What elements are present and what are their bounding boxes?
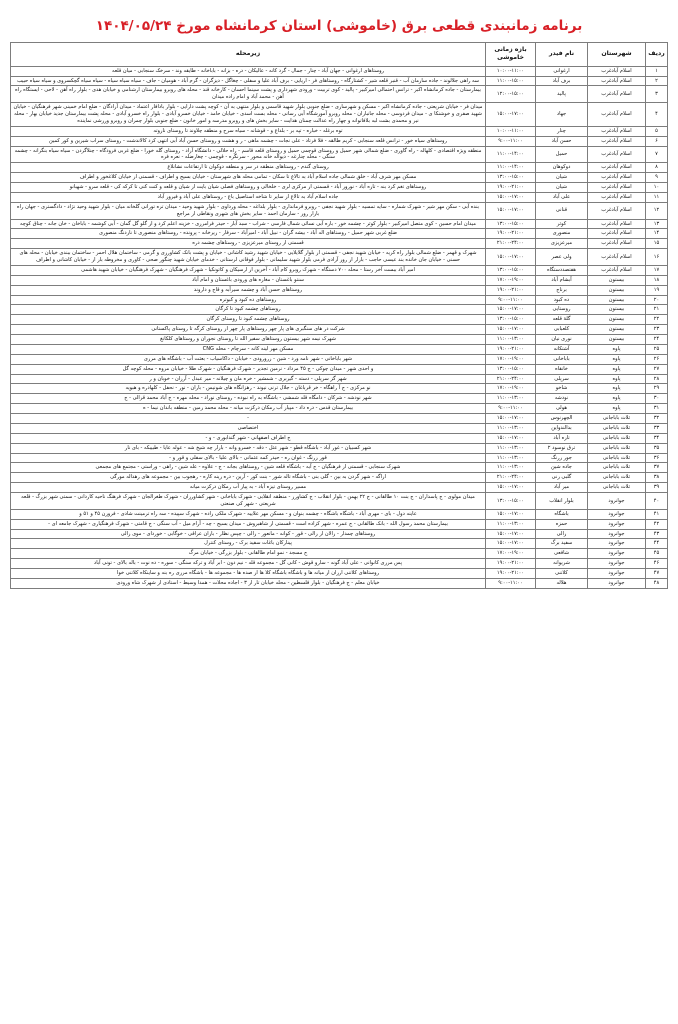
cell-outage-time: ۱۵:۰۰-۱۷:۰۰ xyxy=(486,249,536,266)
table-row xyxy=(11,126,668,136)
cell-outage-time: ۹:۰۰-۱۱:۰۰ xyxy=(486,404,536,414)
cell-areas: شهرک و قهمر - ضلع شمالی بلوار راه کریه - خیابان شهید نجفی - قسمتی از بلوار گلایلایی - خیابان شهید رشید کاشانی - خیابان و پشت بانک کشاورزی و گرمی - ساختمان هلال احمر - ساختمان ببندی خیابان - محله های حسنی - خیابان جان خانده بند عیسی حاجب - بازار از روز آزادی فرمی بلوار شهید سلیمانی - بلوار فوقانی لرستانی - خدمای خیابان شهید چنگور صحی - کاوری و مخروطه باز از - خیابان کاشانی و اطراف xyxy=(11,249,486,266)
table-row xyxy=(11,344,668,354)
cell-areas: - xyxy=(11,414,486,424)
cell-feeder-name: شریوانه xyxy=(536,559,588,569)
cell-feeder-name: گلۀ قلعه xyxy=(536,315,588,325)
cell-areas: جاده اسلام آباد به تالاغ از سایر تا شاخه استاصیل باغ - روستاهای علی آباد و فیروز آباد xyxy=(11,192,486,202)
cell-city: اسلام آبادغرب xyxy=(588,265,646,275)
header-outage-time: بازه زمانی خاموشی xyxy=(486,43,536,67)
cell-feeder-name: هفتصددستگاه xyxy=(536,265,588,275)
cell-outage-time: ۱۱:۰۰-۱۳:۰۰ xyxy=(486,463,536,473)
table-row xyxy=(11,433,668,443)
table-row xyxy=(11,249,668,266)
cell-row-number: ۴۷ xyxy=(646,569,668,579)
cell-row-number: ۳۲ xyxy=(646,414,668,424)
cell-row-number: ۲۲ xyxy=(646,315,668,325)
cell-feeder-name: آبشام آباد xyxy=(536,275,588,285)
cell-row-number: ۲۷ xyxy=(646,364,668,374)
cell-outage-time: ۱۳:۰۰-۱۵:۰۰ xyxy=(486,173,536,183)
outage-schedule-table xyxy=(10,42,668,589)
table-row xyxy=(11,86,668,103)
cell-feeder-name: حمیل xyxy=(536,146,588,163)
cell-areas: خیابان معلم - ج فرهنگیان - بلوار فلسطین - محله خیابان تار از ۳ - اجاده محلات - همدا وسیط - استادی از شهرک شاه ورودی xyxy=(11,578,486,588)
cell-feeder-name: برف آباد xyxy=(536,76,588,86)
cell-areas: شهر باباخانی - شهر نامه ورد - شین - زرورودی - خیابان - داکاسیاب - بعثت آب - باشگاه های مرزی xyxy=(11,354,486,364)
cell-areas: روستاهای چمدار - زالان از زالی - قور - کوانه - مانعور - زالی - چپس نظار - بازان عراقی - خوگابی - خوردای - موی زالی xyxy=(11,529,486,539)
cell-city: ثلاث باباجانی xyxy=(588,453,646,463)
table-row xyxy=(11,146,668,163)
cell-city: ثلاث باباجانی xyxy=(588,414,646,424)
table-row xyxy=(11,569,668,579)
cell-city: جوانرود xyxy=(588,529,646,539)
cell-row-number: ۳۶ xyxy=(646,453,668,463)
cell-outage-time: ۱۹:۰۰-۲۱:۰۰ xyxy=(486,285,536,295)
cell-city: بیستون xyxy=(588,335,646,345)
cell-outage-time: ۱۷:۰۰-۱۹:۰۰ xyxy=(486,384,536,394)
cell-areas: روستاهای ارغوانی - جهان آباد - چنار - جمال - گرد کانه - عالیکان - دره - بزانه - باباخانه - طایقه وند - سرخک سنجابی - میان قلعه xyxy=(11,66,486,76)
cell-areas: شهر نودشه - شرکان - دامگاه قله شمشی - باشگاه به راه نبوده - روستای نوراد - محله مهره - ج آباد محمد قرالی - ج xyxy=(11,394,486,404)
cell-outage-time: ۹:۰۰-۱۱:۰۰ xyxy=(486,578,536,588)
cell-row-number: ۴۱ xyxy=(646,509,668,519)
cell-city: جوانرود xyxy=(588,578,646,588)
cell-outage-time: ۱۲:۰۰-۱۵:۰۰ xyxy=(486,86,536,103)
cell-outage-time: ۱۵:۰۰-۱۷:۰۰ xyxy=(486,509,536,519)
cell-row-number: ۳۳ xyxy=(646,423,668,433)
cell-feeder-name: شاخو xyxy=(536,384,588,394)
cell-city: پاوه xyxy=(588,344,646,354)
cell-areas: بیمارستان قدس - دره داد - مپیاز آب رمکان درکزت میانه - محله محمد زمین - منطقه باندان نیما - ه xyxy=(11,404,486,414)
table-row xyxy=(11,183,668,193)
cell-feeder-name: حسن آباد xyxy=(536,136,588,146)
cell-feeder-name: نوری نیان xyxy=(536,335,588,345)
cell-feeder-name: بلوار انقلاب xyxy=(536,493,588,510)
table-row xyxy=(11,519,668,529)
cell-outage-time: ۱۱:۰۰-۱۴:۰۰ xyxy=(486,163,536,173)
cell-city: پاوه xyxy=(588,404,646,414)
cell-outage-time: ۹:۰۰-۱۱:۰۰ xyxy=(486,295,536,305)
cell-feeder-name: گلبی زنی xyxy=(536,473,588,483)
cell-city: جوانرود xyxy=(588,519,646,529)
table-header-row xyxy=(11,43,668,67)
cell-outage-time: ۲۱:۰۰-۲۴:۰۰ xyxy=(486,473,536,483)
header-feeder-name: نام فیدر xyxy=(536,43,588,67)
table-row xyxy=(11,453,668,463)
cell-areas: میدان امام حسین - کوی متصل امیرکبیر - بلوار کوثر - چشمه خور - بازه آبی نسائی شمال فارسی - شراب - سبد آباز - حیدر فرامرزی - خزینه اعلم کرد و از گلو گل گمان - آبی کوشمه - باباخان - خان جانه - چناق کوچه xyxy=(11,219,486,229)
cell-areas: اختصاصی xyxy=(11,423,486,433)
cell-areas: عاینه دول - بای - مهری آباد - باشگاه باشگاه - چشمه بنوان و - مسکن مهر علاییه - شهرک ملکی زاده - شهرک سپیده - سه راه ترمینت شادی - فروزن ۴۵ و ۵۱ و xyxy=(11,509,486,519)
cell-city: جوانرود xyxy=(588,493,646,510)
cell-outage-time: ۱۳:۰۰-۱۵:۰۰ xyxy=(486,493,536,510)
table-row xyxy=(11,539,668,549)
table-row xyxy=(11,364,668,374)
cell-row-number: ۲۴ xyxy=(646,335,668,345)
table-row xyxy=(11,394,668,404)
cell-row-number: ۴۵ xyxy=(646,549,668,559)
table-row xyxy=(11,404,668,414)
cell-row-number: ۱۱ xyxy=(646,192,668,202)
cell-areas: بنده آبی - سکن مهر شیر - شهرک شماره - سایه تمسیه - بلوار شهید نجفی - روبرو فرمانداری - بلوار بلداغه - محله ورداوی - بلوار شهید وحید - میدان تره تورانی گلخانه میان - بلوار شهید وحید نژاد - دادگستری - جهان راه بازار روز - سازمان احمد - سایر بخش های شهری ونقاطی از مراجع xyxy=(11,202,486,219)
cell-city: بیستون xyxy=(588,325,646,335)
cell-row-number: ۴۶ xyxy=(646,559,668,569)
cell-feeder-name: زالی xyxy=(536,529,588,539)
cell-feeder-name: ارغوانی xyxy=(536,66,588,76)
table-row xyxy=(11,384,668,394)
cell-areas: مسکن مهر شرف آباد - خلق شمالی جاده اسلام آباد به تالاغ تا سکان - تمامی محله های شهرستان - خیابان بسیج و اطراف - قسمتی از خیابان کلاغخور و اطراف xyxy=(11,173,486,183)
cell-row-number: ۲۶ xyxy=(646,354,668,364)
cell-areas: روستاهای چشمه کبود تا کرگان xyxy=(11,305,486,315)
cell-row-number: ۹ xyxy=(646,173,668,183)
cell-areas: توه برغله - خبازه - تپه بر - بلداغ و - قوشانه - سیاه سرح و منطقه چلاوند تا روستای نازوته xyxy=(11,126,486,136)
cell-row-number: ۱۴ xyxy=(646,229,668,239)
cell-row-number: ۱۰ xyxy=(646,183,668,193)
cell-areas: مسیر روستای تیزه آباد - به پیاز آب رمکان درکزت میانه xyxy=(11,483,486,493)
cell-row-number: ۱۵ xyxy=(646,239,668,249)
cell-row-number: ۳۴ xyxy=(646,433,668,443)
cell-outage-time: ۱۵:۰۰-۱۷:۰۰ xyxy=(486,325,536,335)
table-row xyxy=(11,473,668,483)
cell-feeder-name: بدالندواین xyxy=(536,423,588,433)
cell-city: اسلام آبادغرب xyxy=(588,239,646,249)
cell-row-number: ۲۳ xyxy=(646,325,668,335)
cell-row-number: ۴۰ xyxy=(646,493,668,510)
header-areas: زیرمحله xyxy=(11,43,486,67)
table-row xyxy=(11,315,668,325)
cell-outage-time: ۲۱:۰۰-۲۴:۰۰ xyxy=(486,374,536,384)
cell-row-number: ۱۸ xyxy=(646,275,668,285)
cell-outage-time: ۱۰:۰۰-۱۱:۰۰ xyxy=(486,126,536,136)
cell-feeder-name: میرعزیزی xyxy=(536,239,588,249)
cell-city: اسلام آبادغرب xyxy=(588,202,646,219)
table-row xyxy=(11,229,668,239)
cell-row-number: ۲۰ xyxy=(646,295,668,305)
cell-row-number: ۴۲ xyxy=(646,519,668,529)
cell-outage-time: ۱۳:۰۰-۱۵:۰۰ xyxy=(486,364,536,374)
cell-city: ثلاث باباجانی xyxy=(588,433,646,443)
table-row xyxy=(11,66,668,76)
cell-areas: و احدی شهر - میدان چوکی - ج ۴۵ مرداد - نرمین تجدیر - شهرک فرهنگیان - شهرک طلا - خیابان مروه - محله کوچه گل xyxy=(11,364,486,374)
cell-city: بیستون xyxy=(588,305,646,315)
cell-areas: بیمارستان - جاده کرمانشاه اکبر - ترانس احتمالی امیرکبیر - پالید - کوی تربیت - ورودی شهرداری و پشت سینما احسان - کارخانه قند - محله های روبرو بیمارستان ارشنامی و خیابان هدی - بلوار راه آهن - لاحی - ایستگاه راه آهن - محمد آباد و امام زاده میدان xyxy=(11,86,486,103)
cell-city: اسلام آبادغرب xyxy=(588,146,646,163)
cell-city: اسلام آبادغرب xyxy=(588,126,646,136)
cell-outage-time: ۱۷:۰۰-۱۹:۰۰ xyxy=(486,354,536,364)
cell-city: پاوه xyxy=(588,394,646,404)
cell-feeder-name: پالید xyxy=(536,86,588,103)
cell-outage-time: ۱۱:۰۰-۱۵:۰۰ xyxy=(486,76,536,86)
cell-row-number: ۲۸ xyxy=(646,374,668,384)
cell-areas: ج اطراف اصفهانی - شهر گندابوری - و - xyxy=(11,433,486,443)
cell-areas: ازاگه - شهر گردن به بین - گلی بنی - باشگاه تاله شور - بنت کور - آرین - دره زینه کاره - رهجوب بین - مجموعه های رهداله مورگی xyxy=(11,473,486,483)
table-body xyxy=(11,66,668,588)
cell-outage-time: ۱۰:۰۰-۱۱:۰۰ xyxy=(486,66,536,76)
cell-outage-time: ۲۱:۰۰-۲۴:۰۰ xyxy=(486,239,536,249)
cell-outage-time: ۱۵:۰۰-۱۷:۰۰ xyxy=(486,192,536,202)
table-row xyxy=(11,374,668,384)
cell-areas: ضلع غربی شهر حمیل - روستاهای اله آباد - بیشه گران - نبیل آباد - امیرآباد - سرفار - زیرخانه - پرونده - روستاهای منصوری تا نازدنگ منصوری xyxy=(11,229,486,239)
cell-outage-time: ۱۵:۰۰-۱۷:۰۰ xyxy=(486,414,536,424)
table-row xyxy=(11,103,668,127)
table-row xyxy=(11,325,668,335)
table-row xyxy=(11,335,668,345)
cell-row-number: ۱۲ xyxy=(646,202,668,219)
cell-row-number: ۲۱ xyxy=(646,305,668,315)
cell-outage-time: ۱۵:۰۰-۱۷:۰۰ xyxy=(486,433,536,443)
cell-city: بیستون xyxy=(588,315,646,325)
cell-areas: قور زرنگ - غوان ره - حیدر کمه عثمانی - بالای علیا - بالای سفلی و قور و - xyxy=(11,453,486,463)
cell-feeder-name: جاده شین xyxy=(536,463,588,473)
cell-row-number: ۸ xyxy=(646,163,668,173)
cell-row-number: ۳۰ xyxy=(646,394,668,404)
cell-areas: پینارکان باغات سفید برک - روستای کنترل xyxy=(11,539,486,549)
cell-row-number: ۳ xyxy=(646,86,668,103)
cell-outage-time: ۱۹:۰۰-۲۱:۰۰ xyxy=(486,344,536,354)
cell-areas: ج مسجد - نمو امام طالقانی - بلوار بزرگی - خیابان مرگ xyxy=(11,549,486,559)
cell-feeder-name: کوثر xyxy=(536,219,588,229)
cell-row-number: ۳۱ xyxy=(646,404,668,414)
cell-row-number: ۶ xyxy=(646,136,668,146)
cell-areas: شرکت در های سنگبری های پار چهر روستاهای پار چهر از روستای کرگه تا روستای پاکستانی xyxy=(11,325,486,335)
cell-city: اسلام آبادغرب xyxy=(588,219,646,229)
cell-row-number: ۱۶ xyxy=(646,249,668,266)
cell-outage-time: ۱۷:۰۰-۱۹:۰۰ xyxy=(486,275,536,285)
cell-areas: منطقه ویژه اقتصادی - کلهاله - راه گاوری - ضلع شمالی شهر حمیل و روستای قوچمی حمیل و روستای قلعه قاسم - راه حلالی - دانشگاه آزاد - روستای گله خورا - ضلع غربی فرودگاه - چنلاگردن - سیاه سیاه بنگرانه - چشمه سنگی - محله چنارغه - دیواله خانه محور - سرنگره - قوچمی - چغارضله - نعره فره xyxy=(11,146,486,163)
table-row xyxy=(11,192,668,202)
header-row-number: ردیف xyxy=(646,43,668,67)
cell-feeder-name: علی آباد xyxy=(536,192,588,202)
table-row xyxy=(11,239,668,249)
cell-feeder-name: باباخانی xyxy=(536,354,588,364)
header-city: شهرستان xyxy=(588,43,646,67)
cell-feeder-name: ده کبود xyxy=(536,295,588,305)
cell-areas: شهر گز سرپلی - دسته - گیربری - شمشیر - خره مان و چیلانه - میر عبدل - آرزان - خوبان و ر xyxy=(11,374,486,384)
cell-outage-time: ۱۵:۰۰-۱۷:۰۰ xyxy=(486,529,536,539)
cell-outage-time: ۱۱:۰۰-۱۳:۰۰ xyxy=(486,443,536,453)
table-row xyxy=(11,265,668,275)
cell-outage-time: ۱۹:۰۰-۲۱:۰۰ xyxy=(486,183,536,193)
cell-row-number: ۴۳ xyxy=(646,529,668,539)
cell-row-number: ۱۷ xyxy=(646,265,668,275)
cell-city: اسلام آبادغرب xyxy=(588,249,646,266)
table-row xyxy=(11,559,668,569)
cell-city: جوانرود xyxy=(588,569,646,579)
cell-row-number: ۳۷ xyxy=(646,463,668,473)
cell-feeder-name: چنار xyxy=(536,126,588,136)
cell-city: اسلام آبادغرب xyxy=(588,192,646,202)
cell-areas: میدان مولوی - ج پاسداران - ج بنت ۱۰ طالقانی - ج ۲۲ بهمن - بلوار انقلاب - ج کشاورز - منطقه انقلابی - شهرک باباخانی - شهر کشاورزان - شهرک طغرالجان - شهرک فرهنگ ناحیه کاردانی - سمتی شهر بزرگ - قلعه شریعتی - شهر کی صنعتی xyxy=(11,493,486,510)
cell-row-number: ۲۵ xyxy=(646,344,668,354)
cell-city: پاوه xyxy=(588,384,646,394)
cell-city: ثلاث باباجانی xyxy=(588,423,646,433)
cell-city: اسلام آبادغرب xyxy=(588,183,646,193)
cell-row-number: ۳۵ xyxy=(646,443,668,453)
cell-city: اسلام آبادغرب xyxy=(588,76,646,86)
cell-outage-time: ۱۱:۰۰-۱۳:۰۰ xyxy=(486,394,536,404)
cell-city: اسلام آبادغرب xyxy=(588,66,646,76)
cell-feeder-name: منصوری xyxy=(536,229,588,239)
cell-areas: شهر کسبیان - غور آباد - باشگاه قطو - شهر عثل - دقه - خسرو وانه - بازار چه شیخ شه - عوله عایا - طبیبکه - بای نار xyxy=(11,443,486,453)
table-row xyxy=(11,163,668,173)
cell-city: اسلام آبادغرب xyxy=(588,136,646,146)
cell-feeder-name: تازه آباد xyxy=(536,433,588,443)
cell-city: اسلام آبادغرب xyxy=(588,163,646,173)
cell-city: ثلاث باباجانی xyxy=(588,473,646,483)
cell-areas: نو مرکزی - ج آ راهگاه - خر قرباغان - جلال ترنی نیوند - رهزانگاه های شونیس - باران - نور - نحفل - کلهادره و هبویه xyxy=(11,384,486,394)
cell-outage-time: ۱۹:۰۰-۲۱:۰۰ xyxy=(486,229,536,239)
table-row xyxy=(11,578,668,588)
table-row xyxy=(11,219,668,229)
cell-areas: روستاهای تغم کرد بنه - تازه آباد - نوروز آباد - قسمتی از مرکزی لری - خلخالی و روستاهای فصلی شیان بایت از شیان و قلعه و کنت کنی تا کرکه کی - قلعه سرو - شهبانو xyxy=(11,183,486,193)
table-row xyxy=(11,285,668,295)
cell-outage-time: ۱۳:۰۰-۱۵:۰۰ xyxy=(486,219,536,229)
cell-feeder-name: سرپلی xyxy=(536,374,588,384)
cell-feeder-name: حمزه xyxy=(536,519,588,529)
table-row xyxy=(11,483,668,493)
cell-areas: روستاهای ده کبود و کبوتره xyxy=(11,295,486,305)
cell-areas: میدان فر - خیابان شریعتی - جاده کرمانشاه اکبر - مسکن و شهرسازی - ضلع جنوبی بلوار شهید قاسمی و بلوار منتهی به آن - کوچه پشت دارایی - بلوار بادافار اعتماد - میدان آزادگان - ضلع امام خمینی شهر فرهنگیان - خیابان شهید صفری و خوشنکا ی - میدان فردوسی - محله جانبازان - محله روبرو آموزشگاه آبی رسانی - محله بست اسدی - خیابان حامد - خیابان خسرو آبادی - بلوار راه خسرو آبادی - محله پشت بیمارستان جدید خیابان بهار - محله نیر و محمدی بشت لبه بلافاتوانه و چهار راه عدالت چمنان هدایت - سایر بخش های و روبرو مدرسه و امور خانون - ضلع جنوبی بلوار چمران و روبرو ورزشی نماینده xyxy=(11,103,486,127)
cell-feeder-name: برناج xyxy=(536,285,588,295)
cell-areas: سنتو باغستان - مغازه های ورودی باغستان و امام آباد xyxy=(11,275,486,285)
cell-feeder-name: روستایی xyxy=(536,305,588,315)
table-row xyxy=(11,136,668,146)
page-title: برنامه زمانبندی قطعی برق (خاموشی) استان کرمانشاه مورخ ۱۴۰۴/۰۵/۲۴ xyxy=(95,18,583,34)
cell-city: بیستون xyxy=(588,295,646,305)
cell-city: جوانرود xyxy=(588,559,646,569)
cell-outage-time: ۱۹:۰۰-۲۱:۰۰ xyxy=(486,559,536,569)
cell-areas: مسکن مهر لینه کانه - سرچام - محله CNG xyxy=(11,344,486,354)
table-row xyxy=(11,423,668,433)
cell-city: جوانرود xyxy=(588,539,646,549)
cell-feeder-name: هولی xyxy=(536,404,588,414)
table-row xyxy=(11,275,668,285)
table-row xyxy=(11,76,668,86)
cell-outage-time: ۱۱:۰۰-۱۳:۰۰ xyxy=(486,423,536,433)
table-row xyxy=(11,173,668,183)
cell-areas: روستاهای حسن آباد و چشمه سیرآبه و قاج و داروند xyxy=(11,285,486,295)
cell-outage-time: ۱۱:۰۰-۱۳:۰۰ xyxy=(486,453,536,463)
cell-areas: پس مرزی کانوانی - علی آباد گونه - سارو قوش - کانی گل - مجموعه قله - نیم دون - ابر آباد و ترکه سنگی - سوره - ده نوت - باله بالای - تونی آباد xyxy=(11,559,486,569)
cell-row-number: ۴۸ xyxy=(646,578,668,588)
cell-feeder-name: میر آباد xyxy=(536,483,588,493)
table-row xyxy=(11,295,668,305)
cell-row-number: ۴۴ xyxy=(646,539,668,549)
cell-feeder-name: سفید برگ xyxy=(536,539,588,549)
cell-outage-time: ۱۱:۰۰-۱۳:۰۰ xyxy=(486,335,536,345)
cell-feeder-name: خانقاه xyxy=(536,364,588,374)
cell-city: بیستون xyxy=(588,285,646,295)
cell-outage-time: ۱۵:۰۰-۱۷:۰۰ xyxy=(486,305,536,315)
cell-feeder-name: دوکوهان xyxy=(536,163,588,173)
cell-feeder-name: قنانی xyxy=(536,202,588,219)
cell-city: ثلاث باباجانی xyxy=(588,483,646,493)
cell-areas: روستاهای چشمه کبود تا روستای کرگان xyxy=(11,315,486,325)
cell-feeder-name: شیان xyxy=(536,183,588,193)
cell-row-number: ۴ xyxy=(646,103,668,127)
table-row xyxy=(11,443,668,453)
cell-areas: بیمارستان محمد رسول الله - بانک طالقانی - ج عمره - شهر کزاده است - قسمتی از شاهبروش - میدان بسیج - چه - آرام میل - آب سنگی - ج قامتی - شهرک فرهنگیاری - شهرک جامعه ای - xyxy=(11,519,486,529)
cell-feeder-name: آشتکانه xyxy=(536,344,588,354)
cell-city: اسلام آبادغرب xyxy=(588,103,646,127)
cell-feeder-name: کلعبابی xyxy=(536,325,588,335)
cell-outage-time: ۱۵:۰۰-۱۷:۰۰ xyxy=(486,483,536,493)
table-row xyxy=(11,529,668,539)
cell-areas: روستاهای کلاتنی ارزان از میانه ها و باشگاه باشگاه کلا ها از صده ها - مجموعه ها - باشگاه مرزی ره بنه و ساینکاه کلاتنی خوا xyxy=(11,569,486,579)
cell-row-number: ۵ xyxy=(646,126,668,136)
cell-feeder-name: نودشه xyxy=(536,394,588,404)
cell-feeder-name: کلاتنی xyxy=(536,569,588,579)
cell-areas: روستاهای سیاه خور - ترانس قلعه سنجابی - کریم طالقه - فلا فرتاد - علی نجات - چشمه ماهی - ر و هشت و روستای حسن آباد آبی انتهی کرد کالاندشت - روستای سراب شیرین و کور کمین xyxy=(11,136,486,146)
cell-city: پاوه xyxy=(588,354,646,364)
cell-city: پاوه xyxy=(588,374,646,384)
cell-areas: سه راهی جلالوند - جاده سازمان آب - قنبر قلعه شیر - کشتارگاه - روستاهای فر - اریایی - برف آباد علیا و سفلی - چغاگل - دیزگران - گرم آباد - هومیان - جاف - سیاه سیاه سیاه - سیاه سیاه گچکسروی و سیاه سیاه حبیب xyxy=(11,76,486,86)
cell-city: جوانرود xyxy=(588,549,646,559)
cell-areas: روستای گندم - روستاهای منطقه در سر و منطقه دوکوان تا ارتفاعات نشانلاغ xyxy=(11,163,486,173)
cell-feeder-name: شافعی xyxy=(536,549,588,559)
cell-city: اسلام آبادغرب xyxy=(588,173,646,183)
cell-row-number: ۳۹ xyxy=(646,483,668,493)
cell-city: پاوه xyxy=(588,364,646,374)
cell-areas: شهرک نیمه شهر بیستون روستاهای سفیر الله تا روستای نجوران و روستاهای کلکانغ xyxy=(11,335,486,345)
cell-feeder-name: ولی عصر xyxy=(536,249,588,266)
table-row xyxy=(11,509,668,519)
cell-outage-time: ۱۳:۰۰-۱۵:۰۰ xyxy=(486,265,536,275)
cell-city: بیستون xyxy=(588,275,646,285)
cell-feeder-name: ترق نوسود ۲ xyxy=(536,443,588,453)
cell-city: ثلاث باباجانی xyxy=(588,443,646,453)
cell-outage-time: ۱۵:۰۰-۱۷:۰۰ xyxy=(486,539,536,549)
cell-outage-time: ۱۳:۰۰-۱۵:۰۰ xyxy=(486,315,536,325)
cell-outage-time: ۱۱:۰۰-۱۳:۰۰ xyxy=(486,519,536,529)
cell-row-number: ۲ xyxy=(646,76,668,86)
cell-outage-time: ۱۷:۰۰-۱۹:۰۰ xyxy=(486,549,536,559)
cell-outage-time: ۹:۰۰-۱۱:۰۰ xyxy=(486,136,536,146)
table-row xyxy=(11,463,668,473)
cell-areas: امیر آباد ببست آخر رستا - محله ۷۰۰ دستگاه - شهرک روبرو کام آباد - آخرین از ارسیکان و کاتونکیا - شهرک فرهنگیان - شهرک فرهنگیان - خیابان شهید هاشمی xyxy=(11,265,486,275)
table-row xyxy=(11,202,668,219)
cell-feeder-name: جور زرنگ xyxy=(536,453,588,463)
cell-row-number: ۳۸ xyxy=(646,473,668,483)
cell-city: اسلام آبادغرب xyxy=(588,229,646,239)
table-row xyxy=(11,493,668,510)
cell-row-number: ۲۹ xyxy=(646,384,668,394)
table-row xyxy=(11,305,668,315)
cell-row-number: ۷ xyxy=(646,146,668,163)
cell-outage-time: ۱۵:۰۰-۱۷:۰۰ xyxy=(486,103,536,127)
cell-feeder-name: شیان xyxy=(536,173,588,183)
cell-outage-time: ۱۵:۰۰-۱۷:۰۰ xyxy=(486,202,536,219)
cell-feeder-name: هلاله xyxy=(536,578,588,588)
cell-row-number: ۱۳ xyxy=(646,219,668,229)
cell-feeder-name: باشگاه xyxy=(536,509,588,519)
cell-areas: قسمتی از روستای میرعزیزی - روستاهای چشمه دره xyxy=(11,239,486,249)
cell-areas: شهرک سنجابی - قسمتی از فرهنگیان - ج آبه - باشگاه قلعه شین - روستاهای بجانه - ج - علاوه - عله شین - راهی - وراستی - مجتمع های مجمعی xyxy=(11,463,486,473)
cell-row-number: ۱۹ xyxy=(646,285,668,295)
cell-outage-time: ۱۱:۰۰-۱۴:۰۰ xyxy=(486,146,536,163)
table-row xyxy=(11,414,668,424)
cell-feeder-name: الچهرنوس xyxy=(536,414,588,424)
cell-row-number: ۱ xyxy=(646,66,668,76)
cell-city: جوانرود xyxy=(588,509,646,519)
table-row xyxy=(11,549,668,559)
cell-outage-time: ۱۹:۰۰-۲۱:۰۰ xyxy=(486,569,536,579)
cell-feeder-name: جهاد xyxy=(536,103,588,127)
cell-city: اسلام آبادغرب xyxy=(588,86,646,103)
cell-city: ثلاث باباجانی xyxy=(588,463,646,473)
table-row xyxy=(11,354,668,364)
